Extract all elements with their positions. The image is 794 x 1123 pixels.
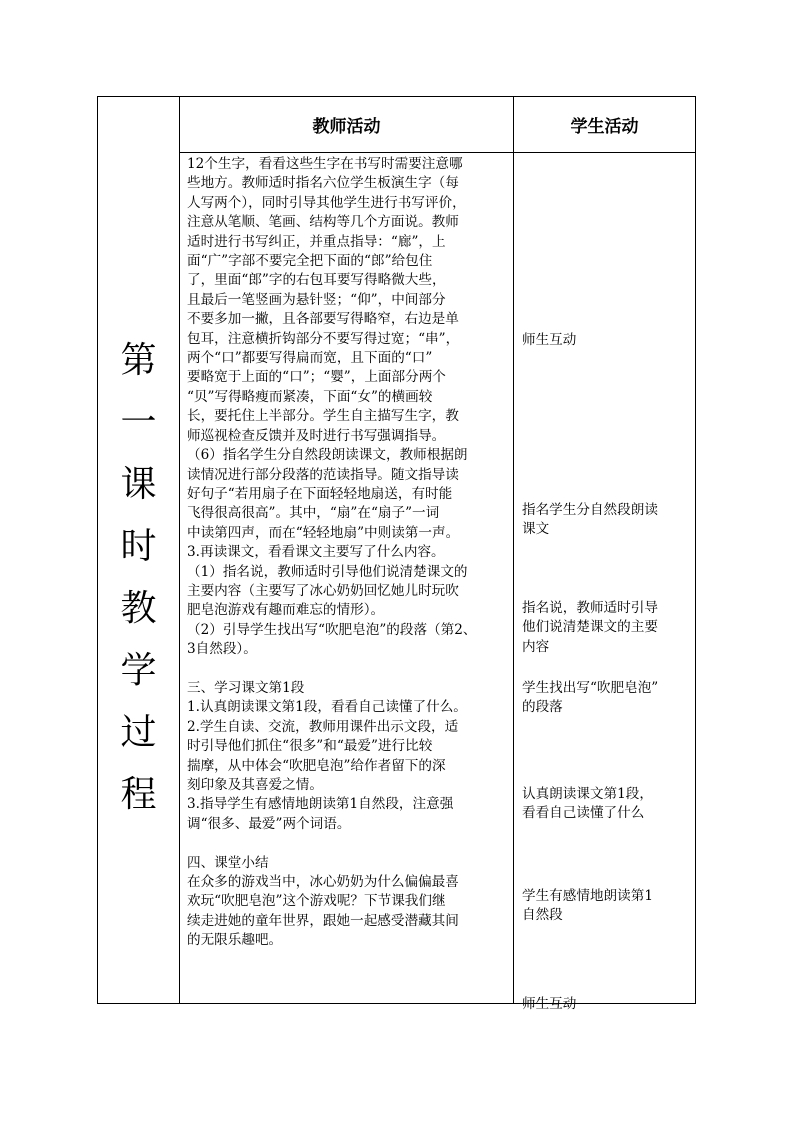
teacher-text-line: 面“广”字部不要完全把下面的“郎”给包住 (187, 253, 433, 270)
teacher-text-line: 调“很多、最爱”两个词语。 (187, 815, 351, 832)
teacher-text-line: （2）引导学生找出写“吹肥皂泡”的段落（第2、 (187, 621, 477, 638)
side-label-char: 课 (120, 463, 157, 505)
student-note-line: 指名学生分自然段朗读 (522, 502, 658, 518)
teacher-text-line: 注意从笔顺、笔画、结构等几个方面说。教师 (187, 214, 459, 231)
teacher-text-line: 的无限乐趣吧。 (187, 932, 283, 949)
student-note-line: 他们说清楚课文的主要 (522, 619, 658, 636)
student-note-line: 自然段 (522, 907, 563, 924)
teacher-text-line: “贝”写得略瘦而紧凑，下面“女”的横画较 (187, 388, 433, 405)
student-note-line: 认真朗读课文第1段， (522, 786, 653, 802)
teacher-text-line: 12个生字，看看这些生字在书写时需要注意哪 (187, 156, 463, 172)
teacher-activity-text (187, 155, 507, 951)
teacher-text-line: 时引导他们抓住“很多”和“最爱”进行比较 (187, 738, 433, 755)
teacher-text-line: 不要多加一撇，且各部要写得略窄，右边是单 (187, 311, 459, 328)
student-note-line: 学生有感情地朗读第1 (522, 888, 653, 904)
teacher-text-line: 中读第四声，而在“轻轻地扇”中则读第一声。 (187, 524, 460, 541)
teacher-text-line: 了，里面“郎”字的右包耳要写得略微大些， (187, 272, 446, 289)
student-note-line: 内容 (522, 638, 550, 655)
teacher-text-line: 师巡视检查反馈并及时进行书写强调指导。 (187, 427, 446, 444)
student-note (522, 995, 690, 1014)
teacher-text-line: 续走进她的童年世界，跟她一起感受潜藏其间 (187, 912, 459, 929)
teacher-text-line: 些地方。教师适时指名六位学生板演生字（每 (187, 175, 459, 192)
teacher-text-line: （6）指名学生分自然段朗读课文，教师根据朗 (187, 447, 468, 464)
teacher-text-line: 飞得很高很高”。其中，“扇”在“扇子”一词 (187, 505, 440, 522)
teacher-text-line: 读情况进行部分段落的范读指导。随文指导读 (187, 466, 459, 483)
side-label-cell (98, 153, 180, 1004)
header-row (98, 97, 696, 153)
student-note (522, 501, 690, 540)
teacher-text-line: 适时进行书写纠正，并重点指导：“廊”，上 (187, 233, 446, 250)
teacher-activity-header: 教师活动 (180, 97, 514, 153)
side-label-char: 学 (120, 649, 157, 691)
side-label-char: 第 (120, 339, 157, 381)
student-note (522, 599, 690, 657)
student-note-line: 课文 (522, 521, 550, 538)
header-blank-cell (98, 97, 180, 153)
teacher-text-line: 肥皂泡游戏有趣而难忘的情形）。 (187, 602, 385, 619)
teacher-text-line: 要略宽于上面的“口”；“婴”，上面部分两个 (187, 369, 446, 386)
teacher-text-line: 3.指导学生有感情地朗读第1自然段，注意强 (187, 796, 454, 813)
teacher-text-line: 揣摩，从中体会“吹肥皂泡”给作者留下的深 (187, 757, 446, 774)
teacher-text-line: 3自然段）。 (187, 641, 257, 658)
teacher-text-line: 包耳，注意横折钩部分不要写得过宽；“串”， (187, 330, 460, 347)
student-note-line: 师生互动 (522, 996, 577, 1012)
teacher-text-line: 在众多的游戏当中，冰心奶奶为什么偏偏最喜 (187, 874, 459, 890)
student-note-line: 的段落 (522, 699, 563, 716)
student-note-line: 看看自己读懂了什么 (522, 805, 645, 822)
teacher-text-line: （1）指名说，教师适时引导他们说清楚课文的 (187, 563, 468, 580)
teacher-text-line: 刻印象及其喜爱之情。 (187, 776, 323, 793)
teacher-text-line: 且最后一笔竖画为悬针竖；“仰”，中间部分 (187, 291, 446, 308)
teacher-text-line: 长，要托住上半部分。学生自主描写生字，教 (187, 408, 459, 425)
student-note (522, 331, 690, 350)
teacher-text-line: 2.学生自读、交流，教师用课件出示文段，适 (187, 718, 459, 735)
side-label-char: 程 (120, 773, 157, 815)
teacher-activity-cell (180, 153, 514, 1004)
side-label-char: 教 (120, 587, 157, 629)
teacher-text-line: 两个“口”都要写得扁而宽，且下面的“口” (187, 350, 433, 367)
student-note (522, 679, 690, 718)
blank-line (187, 660, 507, 679)
student-note (522, 887, 690, 926)
side-label-char: 时 (120, 525, 157, 567)
student-note-line: 学生找出写“吹肥皂泡” (522, 680, 659, 696)
content-row (98, 153, 696, 1004)
teacher-text-line: 好句子“若用扇子在下面轻轻地扇送，有时能 (187, 485, 453, 502)
side-label (98, 330, 179, 826)
teacher-text-line: 主要内容（主要写了冰心奶奶回忆她儿时玩吹 (187, 582, 459, 599)
blank-line (187, 834, 507, 853)
teacher-text-line: 人写两个），同时引导其他学生进行书写评价， (187, 194, 466, 211)
teacher-text-line: 四、课堂小结 (187, 854, 269, 871)
teacher-text-line: 3.再读课文，看看课文主要写了什么内容。 (187, 544, 445, 561)
lesson-plan-table (97, 96, 696, 1012)
student-activity-cell (514, 153, 696, 1012)
student-note-line: 师生互动 (522, 332, 577, 348)
student-note (522, 785, 690, 824)
teacher-text-line: 三、学习课文第1段 (187, 679, 305, 696)
side-label-char: 过 (120, 711, 157, 753)
teacher-text-line: 1.认真朗读课文第1段，看看自己读懂了什么。 (187, 699, 467, 716)
side-label-char: 一 (120, 401, 157, 443)
student-activity-header: 学生活动 (514, 97, 696, 153)
teacher-text-line: 欢玩“吹肥皂泡”这个游戏呢？下节课我们继 (187, 893, 446, 910)
student-note-line: 指名说，教师适时引导 (522, 600, 658, 616)
